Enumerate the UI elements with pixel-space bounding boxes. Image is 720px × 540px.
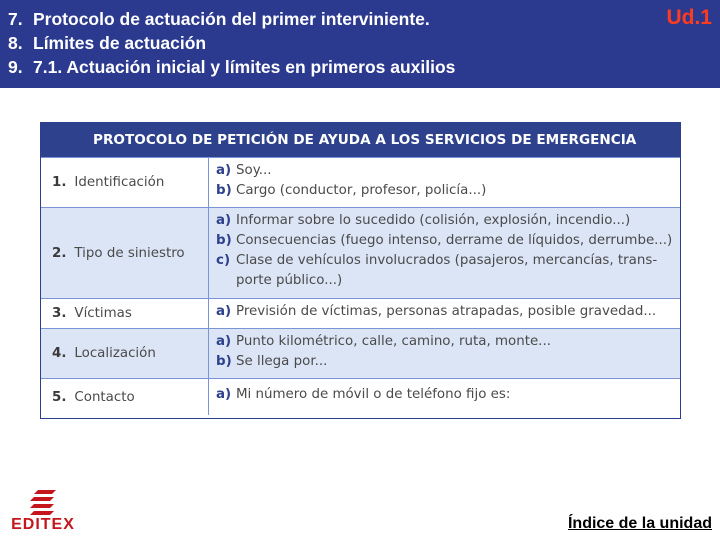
item-letter: b) bbox=[216, 183, 232, 198]
header-line-3 bbox=[8, 55, 455, 79]
unit-label: Ud.1 bbox=[666, 6, 712, 29]
header-line-1 bbox=[8, 7, 455, 31]
item-text: Clase de vehículos involucrados (pasajeros, mercancías, trans- bbox=[236, 253, 658, 268]
row-content-cell bbox=[209, 299, 680, 328]
item-text: Previsión de víctimas, personas atrapadas, posible gravedad... bbox=[236, 304, 657, 319]
row-label: Tipo de siniestro bbox=[74, 245, 185, 261]
unit-index-link[interactable]: Índice de la unidad bbox=[567, 515, 712, 532]
list-item bbox=[216, 181, 680, 201]
list-item bbox=[216, 385, 680, 405]
item-text: Informar sobre lo sucedido (colisión, explosión, incendio...) bbox=[236, 213, 631, 228]
protocol-table bbox=[40, 122, 681, 419]
list-item bbox=[216, 231, 680, 251]
list-item bbox=[216, 161, 680, 181]
header-breadcrumb bbox=[8, 7, 455, 79]
table-row-contacto bbox=[41, 378, 680, 415]
row-number: 5. bbox=[52, 389, 67, 405]
table-title: PROTOCOLO DE PETICIÓN DE AYUDA A LOS SERVICIOS DE EMERGENCIA bbox=[41, 123, 680, 157]
item-text: Punto kilométrico, calle, camino, ruta, monte... bbox=[236, 334, 551, 349]
header-line-text: Protocolo de actuación del primer interviniente. bbox=[33, 9, 430, 29]
header-line-number: 8. bbox=[8, 33, 23, 53]
row-label-cell bbox=[41, 158, 209, 207]
logo-stack-icon bbox=[6, 488, 80, 518]
table-row-tipo-siniestro bbox=[41, 207, 680, 298]
item-letter: a) bbox=[216, 334, 232, 349]
header-line-2 bbox=[8, 31, 455, 55]
list-item bbox=[216, 211, 680, 231]
row-label: Contacto bbox=[74, 389, 135, 405]
row-content-cell bbox=[209, 208, 680, 298]
row-number: 2. bbox=[52, 245, 67, 261]
row-number: 4. bbox=[52, 346, 67, 361]
list-item bbox=[216, 352, 680, 372]
row-number: 3. bbox=[52, 306, 67, 321]
item-text: Soy... bbox=[236, 163, 272, 178]
logo-text: EDITEX bbox=[11, 516, 75, 533]
item-letter: a) bbox=[216, 304, 232, 319]
table-row-localizacion bbox=[41, 328, 680, 378]
row-label-cell bbox=[41, 379, 209, 415]
row-label-cell bbox=[41, 299, 209, 328]
item-letter: b) bbox=[216, 354, 232, 369]
list-item bbox=[216, 302, 680, 322]
row-label: Víctimas bbox=[74, 306, 132, 321]
slide-header bbox=[0, 0, 720, 88]
item-letter: b) bbox=[216, 233, 232, 248]
item-letter: a) bbox=[216, 213, 232, 228]
row-label: Identificación bbox=[74, 175, 165, 190]
item-text: Mi número de móvil o de teléfono fijo es: bbox=[236, 387, 511, 402]
header-line-number: 7. bbox=[8, 9, 23, 29]
item-text: Cargo (conductor, profesor, policía...) bbox=[236, 183, 487, 198]
row-label-cell bbox=[41, 208, 209, 298]
row-content-cell bbox=[209, 158, 680, 207]
row-content-cell bbox=[209, 379, 680, 415]
list-item bbox=[216, 251, 680, 271]
row-label-cell bbox=[41, 329, 209, 378]
header-line-text: Límites de actuación bbox=[33, 33, 207, 53]
header-line-number: 9. bbox=[8, 57, 23, 77]
list-item-continuation bbox=[216, 271, 680, 291]
item-letter: a) bbox=[216, 163, 232, 178]
list-item bbox=[216, 332, 680, 352]
item-text: porte público...) bbox=[236, 273, 343, 288]
table-row-identificacion bbox=[41, 157, 680, 207]
editex-logo bbox=[6, 488, 80, 536]
header-line-text: 7.1. Actuación inicial y límites en primeros auxilios bbox=[33, 57, 456, 77]
item-text: Se llega por... bbox=[236, 354, 328, 369]
row-content-cell bbox=[209, 329, 680, 378]
table-row-victimas bbox=[41, 298, 680, 328]
item-text: Consecuencias (fuego intenso, derrame de líquidos, derrumbe...) bbox=[236, 233, 673, 248]
row-number: 1. bbox=[52, 175, 67, 190]
item-letter: a) bbox=[216, 387, 232, 402]
item-letter: c) bbox=[216, 253, 231, 268]
row-label: Localización bbox=[74, 346, 156, 361]
